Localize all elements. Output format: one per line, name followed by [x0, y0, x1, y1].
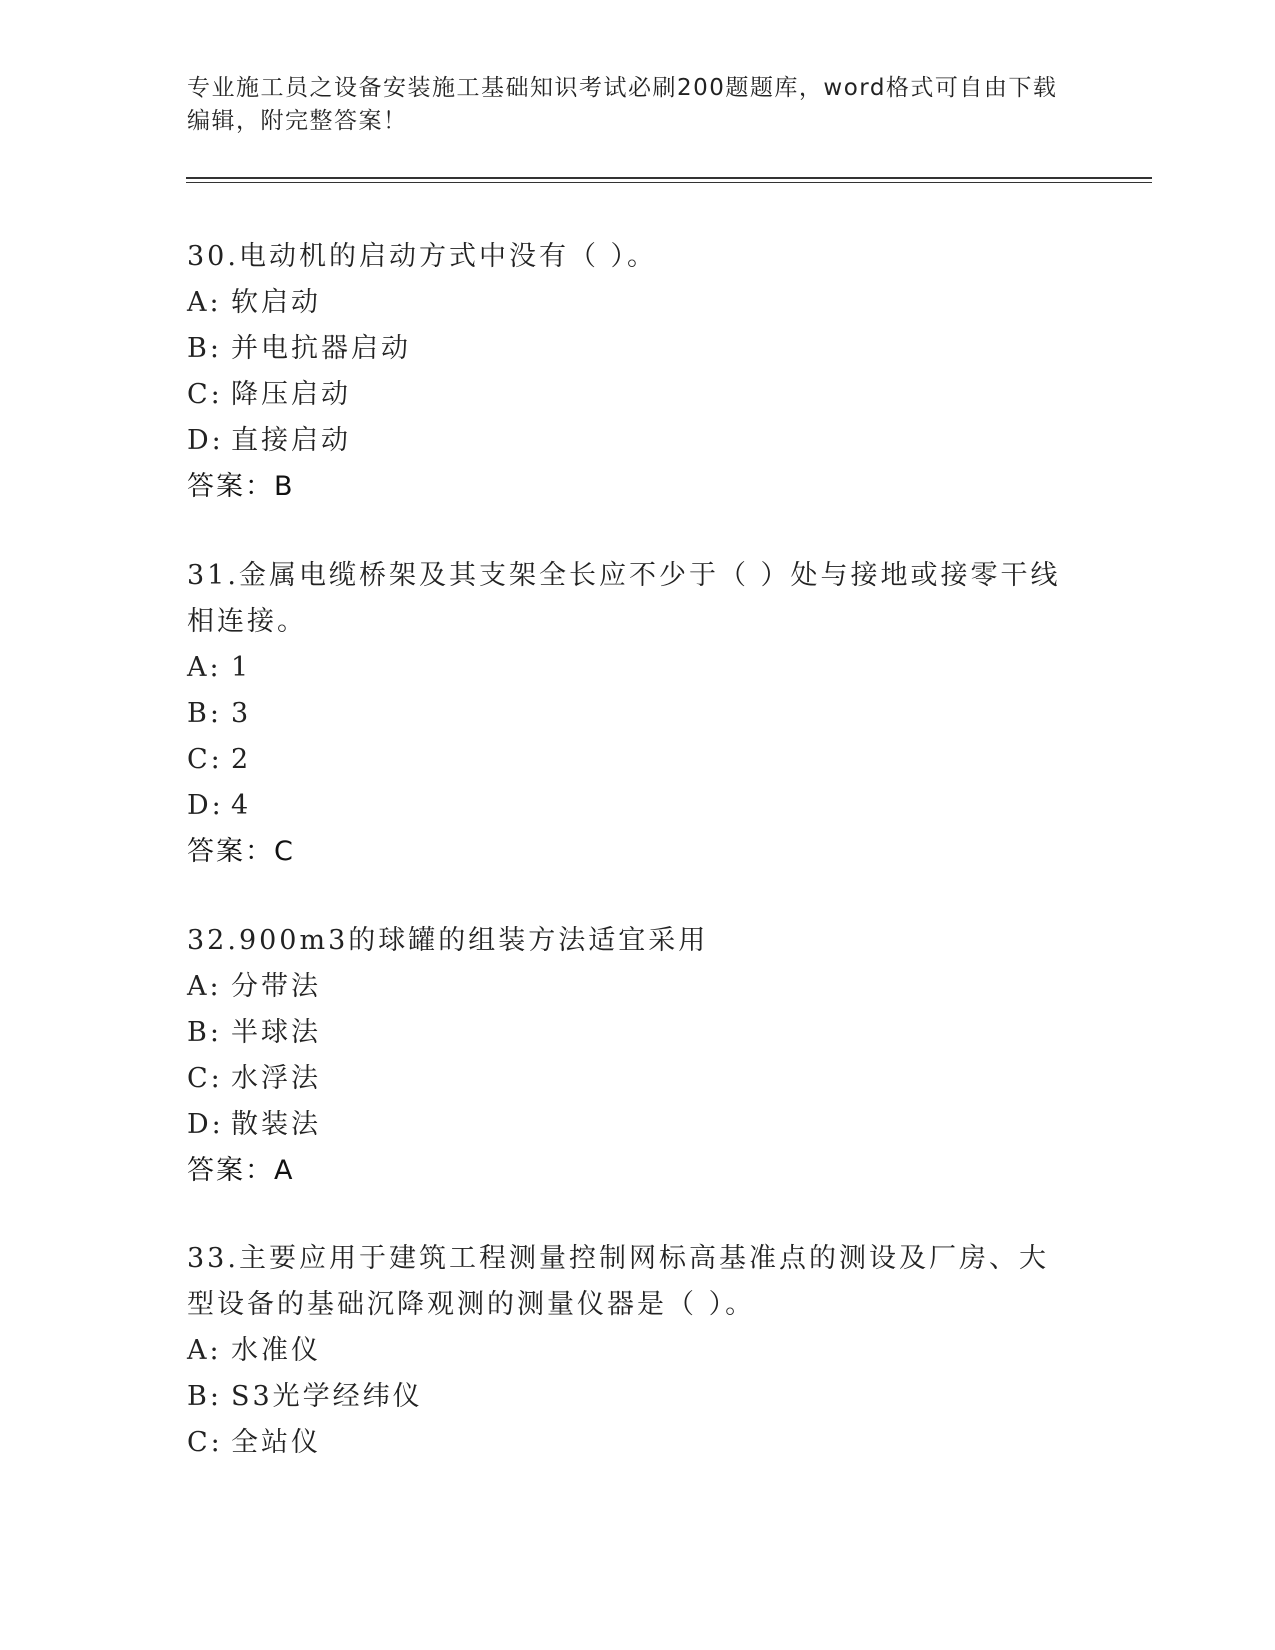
option-text: 直接启动	[231, 425, 351, 456]
answer-line: 答案：B	[187, 471, 295, 502]
question-30	[187, 234, 1067, 510]
option-b	[187, 1010, 1067, 1056]
option-letter: C:	[187, 1063, 223, 1094]
option-letter: C:	[187, 744, 223, 775]
option-text: S3光学经纬仪	[231, 1381, 423, 1412]
option-letter: B:	[187, 333, 222, 364]
option-a	[187, 280, 1067, 326]
option-c	[187, 737, 1067, 783]
answer-line: 答案：C	[187, 836, 295, 867]
header-divider-thin	[186, 182, 1152, 183]
question-stem: 30.电动机的启动方式中没有（ ）。	[187, 241, 658, 272]
option-letter: B:	[187, 698, 222, 729]
option-a	[187, 1328, 1067, 1374]
option-d	[187, 418, 1067, 464]
question-31	[187, 553, 1067, 875]
option-b	[187, 1374, 1067, 1420]
option-letter: A:	[187, 971, 222, 1002]
option-text: 并电抗器启动	[231, 333, 411, 364]
option-text: 全站仪	[231, 1427, 321, 1458]
option-letter: C:	[187, 379, 223, 410]
option-letter: D:	[187, 425, 224, 456]
answer-line: 答案：A	[187, 1155, 295, 1186]
option-text: 半球法	[231, 1017, 321, 1048]
option-c	[187, 1056, 1067, 1102]
option-d	[187, 1102, 1067, 1148]
document-header: 专业施工员之设备安装施工基础知识考试必刷200题题库，word格式可自由下载编辑，附完整答案！	[187, 75, 1058, 134]
option-text: 散装法	[231, 1109, 321, 1140]
option-letter: A:	[187, 652, 222, 683]
option-text: 1	[231, 652, 252, 683]
option-c	[187, 372, 1067, 418]
option-text: 水浮法	[231, 1063, 321, 1094]
question-stem: 32.900m3的球罐的组装方法适宜采用	[187, 925, 709, 956]
option-text: 水准仪	[231, 1335, 321, 1366]
option-text: 4	[231, 790, 252, 821]
option-d	[187, 783, 1067, 829]
option-text: 软启动	[231, 287, 321, 318]
question-stem: 31.金属电缆桥架及其支架全长应不少于（ ）处与接地或接零干线相连接。	[187, 560, 1061, 637]
option-text: 2	[231, 744, 252, 775]
option-a	[187, 964, 1067, 1010]
option-b	[187, 691, 1067, 737]
option-letter: A:	[187, 1335, 222, 1366]
option-text: 降压启动	[231, 379, 351, 410]
option-letter: D:	[187, 790, 224, 821]
option-letter: D:	[187, 1109, 224, 1140]
option-text: 分带法	[231, 971, 321, 1002]
option-text: 3	[231, 698, 252, 729]
option-b	[187, 326, 1067, 372]
header-divider-thick	[186, 177, 1152, 179]
option-letter: A:	[187, 287, 222, 318]
question-33	[187, 1236, 1067, 1466]
option-letter: B:	[187, 1381, 222, 1412]
option-a	[187, 645, 1067, 691]
option-letter: B:	[187, 1017, 222, 1048]
option-c	[187, 1420, 1067, 1466]
question-stem: 33.主要应用于建筑工程测量控制网标高基准点的测设及厂房、大型设备的基础沉降观测的测量仪器是（ ）。	[187, 1243, 1049, 1320]
question-32	[187, 918, 1067, 1194]
option-letter: C:	[187, 1427, 223, 1458]
